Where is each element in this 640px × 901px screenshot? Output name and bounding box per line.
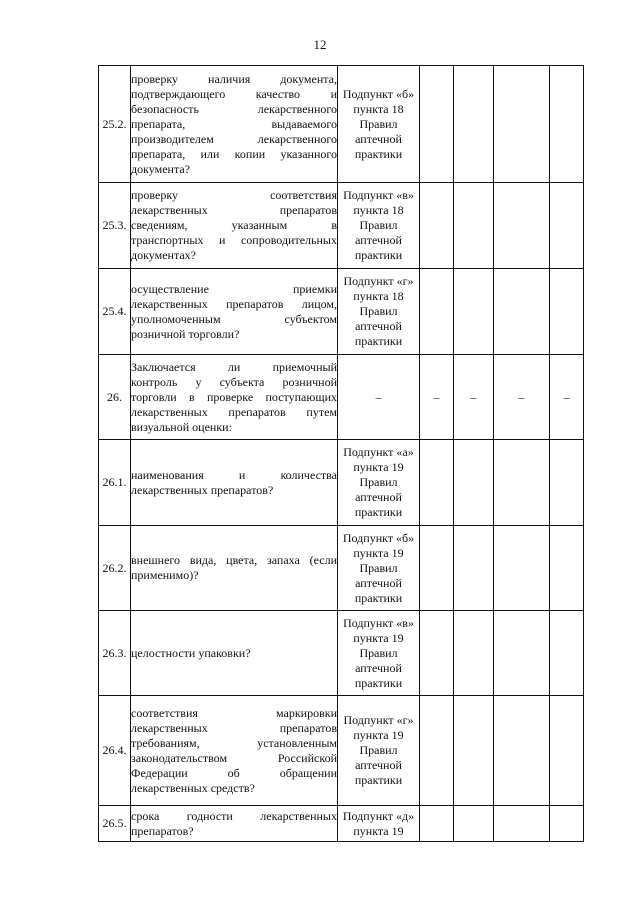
question-line: контроль у субъекта розничной xyxy=(131,374,337,389)
reference-line: Подпункт «а» xyxy=(343,445,414,459)
legal-reference xyxy=(338,183,420,269)
answer-cell xyxy=(494,526,550,611)
answer-cell xyxy=(454,269,494,355)
answer-cell xyxy=(420,806,454,842)
reference-line: практики xyxy=(354,675,403,690)
legal-reference xyxy=(338,806,420,842)
answer-cell xyxy=(494,183,550,269)
reference-line: Подпункт «б» xyxy=(342,530,415,545)
question-text xyxy=(131,611,338,696)
question-line: лекарственных препаратов xyxy=(131,203,337,217)
question-line: внешнего вида, цвета, запаха (если xyxy=(131,553,337,567)
reference-line: практики xyxy=(354,248,403,262)
question-line: проверку наличия документа, xyxy=(131,71,337,86)
legal-reference xyxy=(338,269,420,355)
question-line: целостности упаковки? xyxy=(131,645,251,660)
question-text xyxy=(131,355,338,440)
reference-line: аптечной xyxy=(355,575,402,590)
legal-reference xyxy=(338,526,420,611)
legal-reference xyxy=(338,611,420,696)
answer-cell: – xyxy=(550,355,584,440)
answer-cell xyxy=(420,269,454,355)
question-line: лекарственных препаратов xyxy=(131,720,337,735)
question-line: требованиям, установленным xyxy=(131,735,337,750)
answer-cell: – xyxy=(420,355,454,440)
question-text xyxy=(131,806,338,842)
legal-reference xyxy=(338,696,420,806)
reference-line: Правил xyxy=(359,116,398,131)
answer-cell xyxy=(550,66,584,183)
checklist-body xyxy=(99,66,584,842)
question-line: уполномоченным субъектом xyxy=(131,311,337,326)
reference-line: пункта 19 xyxy=(353,545,404,560)
answer-cell xyxy=(454,696,494,806)
answer-cell xyxy=(494,269,550,355)
answer-cell xyxy=(494,696,550,806)
question-line: осуществление приемки xyxy=(131,281,337,296)
answer-cell xyxy=(454,183,494,269)
answer-cell xyxy=(550,183,584,269)
reference-line: практики xyxy=(354,146,403,161)
reference-line: аптечной xyxy=(355,490,402,504)
table-row xyxy=(99,183,584,269)
reference-line: аптечной xyxy=(355,758,402,772)
item-number: 26.4. xyxy=(99,696,131,806)
answer-cell xyxy=(494,66,550,183)
reference-line: Подпункт «в» xyxy=(343,188,414,202)
question-line: Заключается ли приемочный xyxy=(131,359,337,374)
question-line: розничной торговли? xyxy=(131,326,240,341)
item-number: 25.2. xyxy=(99,66,131,183)
question-line: транспортных и сопроводительных xyxy=(131,233,337,247)
question-line: препарата, выдаваемого xyxy=(131,116,337,131)
table-row xyxy=(99,355,584,440)
question-line: лекарственных препаратов? xyxy=(131,482,274,497)
question-line: наименования и количества xyxy=(131,467,337,482)
reference-line: Правил xyxy=(359,475,398,489)
reference-line: Подпункт «д» xyxy=(342,808,415,823)
table-row xyxy=(99,696,584,806)
item-number: 26.1. xyxy=(99,440,131,526)
reference-line: Правил xyxy=(359,218,398,232)
item-number: 26. xyxy=(99,355,131,440)
answer-cell xyxy=(454,66,494,183)
reference-line: Правил xyxy=(359,743,398,757)
answer-cell xyxy=(420,696,454,806)
question-text xyxy=(131,526,338,611)
answer-cell: – xyxy=(494,355,550,440)
answer-cell xyxy=(494,611,550,696)
question-line: визуальной оценки: xyxy=(131,419,232,434)
answer-cell xyxy=(494,806,550,842)
reference-line: пункта 18 xyxy=(353,203,404,217)
answer-cell xyxy=(420,611,454,696)
page-number: 12 xyxy=(313,37,327,52)
answer-cell xyxy=(420,526,454,611)
table-row xyxy=(99,269,584,355)
reference-line: Подпункт «в» xyxy=(343,615,414,630)
question-line: препаратов? xyxy=(131,823,194,838)
reference-line: аптечной xyxy=(355,131,402,146)
item-number: 26.3. xyxy=(99,611,131,696)
reference-line: практики xyxy=(354,505,403,519)
question-line: срока годности лекарственных xyxy=(131,808,337,823)
question-line: документа? xyxy=(131,161,190,176)
legal-reference xyxy=(338,66,420,183)
item-number: 26.5. xyxy=(99,806,131,842)
question-line: соответствия маркировки xyxy=(131,705,337,720)
answer-cell xyxy=(454,611,494,696)
question-line: безопасность лекарственного xyxy=(131,101,337,116)
checklist-table xyxy=(98,65,584,842)
question-text xyxy=(131,440,338,526)
reference-line: Правил xyxy=(359,645,398,660)
reference-line: пункта 19 xyxy=(353,728,404,742)
reference-line: практики xyxy=(354,590,403,605)
question-line: лекарственных средств? xyxy=(131,780,255,795)
reference-line: пункта 19 xyxy=(353,460,404,474)
question-line: сведениям, указанным в xyxy=(131,218,337,232)
question-line: Федерации об обращении xyxy=(131,765,337,780)
item-number: 26.2. xyxy=(99,526,131,611)
answer-cell xyxy=(550,696,584,806)
legal-reference xyxy=(338,440,420,526)
reference-line: Подпункт «г» xyxy=(343,274,414,288)
answer-cell xyxy=(550,526,584,611)
table-row xyxy=(99,440,584,526)
reference-line: Правил xyxy=(359,560,398,575)
question-line: лекарственных препаратов путем xyxy=(131,404,337,419)
answer-cell xyxy=(420,440,454,526)
answer-cell xyxy=(550,440,584,526)
question-line: производителем лекарственного xyxy=(131,131,337,146)
answer-cell xyxy=(420,66,454,183)
reference-line: Подпункт «г» xyxy=(343,713,414,727)
answer-cell xyxy=(550,611,584,696)
question-text xyxy=(131,183,338,269)
reference-line: пункта 19 xyxy=(353,630,404,645)
table-row xyxy=(99,526,584,611)
reference-line: Правил xyxy=(359,304,398,318)
question-line: применимо)? xyxy=(131,568,199,582)
question-line: документах? xyxy=(131,248,196,262)
answer-cell xyxy=(420,183,454,269)
answer-cell xyxy=(454,806,494,842)
legal-reference xyxy=(338,355,420,440)
reference-line: пункта 18 xyxy=(353,289,404,303)
reference-line: практики xyxy=(354,334,403,348)
question-line: проверку соответствия xyxy=(131,188,337,202)
reference-line: пункта 18 xyxy=(353,101,404,116)
answer-cell xyxy=(454,440,494,526)
answer-cell xyxy=(550,806,584,842)
question-text xyxy=(131,269,338,355)
reference-line: аптечной xyxy=(355,233,402,247)
answer-cell xyxy=(550,269,584,355)
question-text xyxy=(131,66,338,183)
question-text xyxy=(131,696,338,806)
reference-line: – xyxy=(375,389,382,404)
reference-line: аптечной xyxy=(355,319,402,333)
question-line: препарата, или копии указанного xyxy=(131,146,337,161)
item-number: 25.3. xyxy=(99,183,131,269)
answer-cell: – xyxy=(454,355,494,440)
reference-line: пункта 19 xyxy=(353,823,404,838)
answer-cell xyxy=(494,440,550,526)
answer-cell xyxy=(454,526,494,611)
table-row xyxy=(99,611,584,696)
table-row xyxy=(99,66,584,183)
table-row xyxy=(99,806,584,842)
reference-line: аптечной xyxy=(355,660,402,675)
question-line: подтверждающего качество и xyxy=(131,86,337,101)
reference-line: Подпункт «б» xyxy=(342,86,415,101)
question-line: лекарственных препаратов лицом, xyxy=(131,296,337,311)
item-number: 25.4. xyxy=(99,269,131,355)
question-line: торговли в проверке поступающих xyxy=(131,389,337,404)
reference-line: практики xyxy=(354,773,403,787)
question-line: законодательством Российской xyxy=(131,750,337,765)
